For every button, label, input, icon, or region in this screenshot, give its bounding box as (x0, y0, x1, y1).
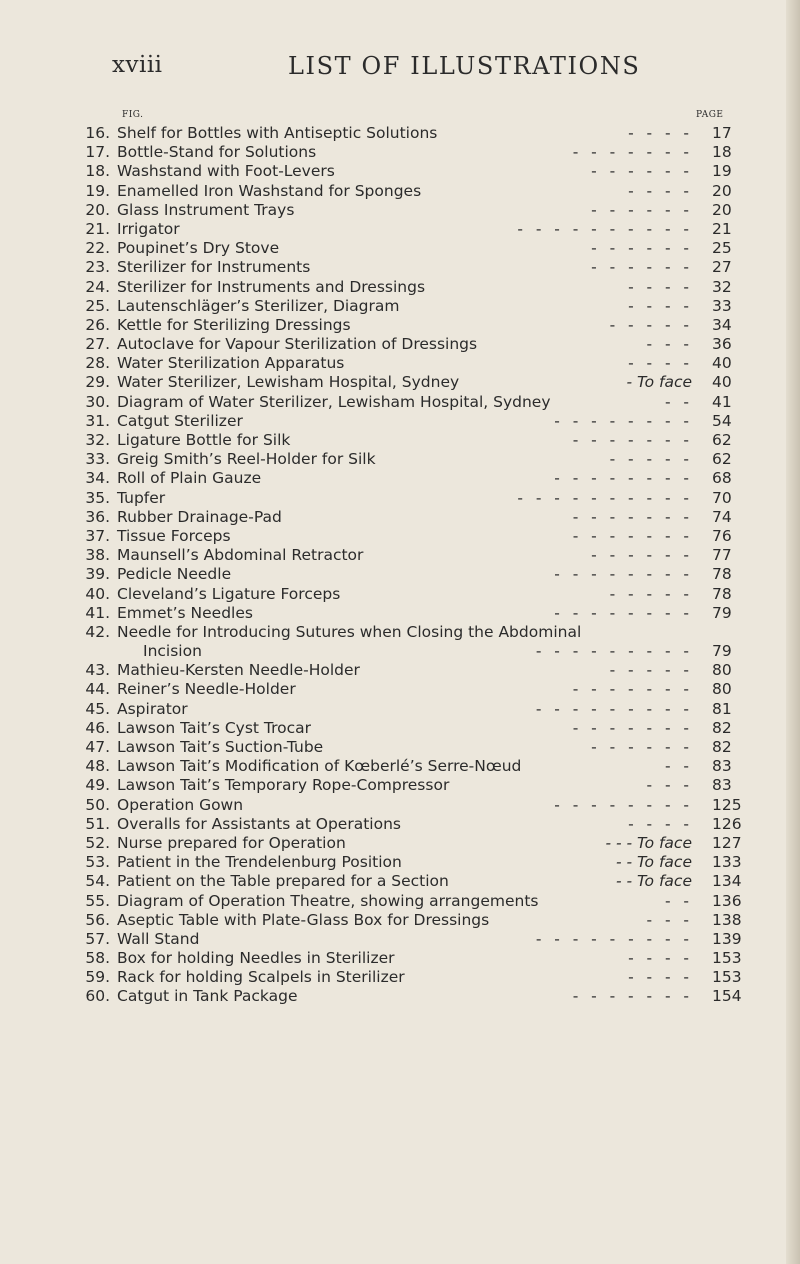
list-item (0, 623, 800, 642)
list-item (0, 335, 800, 354)
figure-title: Cleveland’s Ligature Forceps (117, 584, 341, 603)
figure-title: Greig Smith’s Reel-Holder for Silk (117, 450, 376, 469)
dot-leader: - - - - - - - - (554, 565, 690, 584)
page-ref: 82 (712, 738, 732, 756)
to-face-note: - - - To face (605, 833, 692, 852)
figure-title: Patient on the Table prepared for a Section (117, 872, 449, 891)
figure-number: 56. (85, 910, 110, 929)
to-face-note: - To face (626, 373, 692, 392)
figure-title: Diagram of Operation Theatre, showing arrangements (117, 891, 539, 910)
figure-number: 37. (85, 526, 110, 545)
list-item (0, 124, 800, 143)
dot-leader: - - - - - - (591, 200, 690, 219)
figure-number: 41. (85, 603, 110, 622)
list-item (0, 143, 800, 162)
page-ref: 20 (712, 200, 732, 219)
figure-number: 17. (85, 143, 110, 162)
page-ref: 80 (712, 661, 732, 680)
dot-leader: - - - - (628, 296, 690, 315)
figure-number: 27. (85, 335, 110, 354)
figure-number: 47. (85, 738, 110, 756)
figure-title: Aseptic Table with Plate-Glass Box for Dressings (117, 910, 490, 929)
page-edge (786, 0, 800, 1264)
page-ref: 79 (712, 603, 732, 622)
page-ref: 83 (712, 776, 732, 795)
dot-leader: - - - - - - - - - - (517, 219, 690, 238)
to-face-note: - - To face (615, 853, 692, 872)
figure-number: 52. (85, 833, 110, 852)
figure-number: 54. (85, 872, 110, 891)
figure-number: 45. (85, 699, 110, 718)
list-item (0, 182, 800, 201)
dot-leader: - - - (646, 910, 690, 929)
page-ref: 82 (712, 718, 732, 737)
figure-title: Bottle-Stand for Solutions (117, 143, 317, 162)
list-item (0, 661, 800, 680)
dot-leader: - - - - (628, 968, 690, 987)
list-item (0, 757, 800, 776)
dot-leader: - - - - - - (591, 239, 690, 258)
page-ref: 138 (712, 910, 742, 929)
figure-title: Incision (143, 642, 202, 661)
dot-leader: - - - - - - - - (554, 795, 690, 814)
figure-number: 32. (85, 431, 110, 449)
figure-title: Operation Gown (117, 795, 244, 814)
figure-title: Lawson Tait’s Suction-Tube (117, 738, 324, 756)
dot-leader: - - (664, 392, 690, 411)
figure-title: Sterilizer for Instruments and Dressings (117, 277, 426, 296)
figure-number: 40. (85, 584, 110, 603)
list-item (0, 987, 800, 1006)
figure-number: 42. (85, 622, 110, 641)
figure-number: 39. (85, 565, 110, 584)
figure-title: Enamelled Iron Washstand for Sponges (117, 181, 422, 200)
figure-number: 26. (85, 315, 110, 334)
page-ref: 70 (712, 488, 732, 507)
figure-title: Catgut Sterilizer (117, 411, 243, 430)
page-ref: 74 (712, 507, 732, 526)
dot-leader: - - - - - (609, 315, 690, 334)
dot-leader: - - - - - - (591, 546, 690, 565)
figure-number: 57. (85, 929, 110, 948)
illustrations-list (0, 124, 800, 1007)
list-item (0, 354, 800, 373)
list-item (0, 508, 800, 527)
dot-leader: - - - - - - - (572, 526, 690, 545)
page-ref: 33 (712, 296, 732, 315)
figure-number: 59. (85, 968, 110, 987)
page-ref: 25 (712, 239, 732, 258)
page-ref: 76 (712, 526, 732, 545)
figure-number: 58. (85, 949, 110, 968)
figure-title: Aspirator (117, 699, 188, 718)
list-item (0, 316, 800, 335)
list-item (0, 393, 800, 412)
page-ref: 62 (712, 450, 732, 469)
page-ref: 133 (712, 853, 742, 872)
list-item (0, 278, 800, 297)
page-ref: 32 (712, 277, 732, 296)
page-ref: 126 (712, 814, 742, 833)
figure-title: Shelf for Bottles with Antiseptic Solutions (117, 124, 438, 142)
dot-leader: - - (664, 757, 690, 776)
dot-leader: - - - - - - - - - (535, 929, 690, 948)
list-item (0, 373, 800, 392)
figure-number: 24. (85, 277, 110, 296)
page-ref: 18 (712, 143, 732, 162)
figure-number: 44. (85, 680, 110, 699)
page-ref: 17 (712, 124, 732, 142)
list-item (0, 258, 800, 277)
dot-leader: - - - - - - - (572, 143, 690, 162)
list-item (0, 968, 800, 987)
figure-title: Maunsell’s Abdominal Retractor (117, 546, 364, 565)
page-ref: 134 (712, 872, 742, 891)
figure-number: 53. (85, 853, 110, 872)
list-item (0, 738, 800, 757)
figure-number: 21. (85, 219, 110, 238)
figure-title: Patient in the Trendelenburg Position (117, 853, 402, 872)
figure-title: Water Sterilizer, Lewisham Hospital, Sydney (117, 373, 460, 392)
column-headings (0, 110, 800, 124)
list-item (0, 201, 800, 220)
page-ref: 127 (712, 833, 742, 852)
list-item (0, 700, 800, 719)
figure-title: Washstand with Foot-Levers (117, 162, 335, 181)
page-ref: 21 (712, 219, 732, 238)
list-item (0, 604, 800, 623)
figure-title: Overalls for Assistants at Operations (117, 814, 401, 833)
list-item (0, 911, 800, 930)
figure-title: Lawson Tait’s Modification of Kœberlé’s Serre-Nœud (117, 757, 522, 776)
dot-leader: - - - - - - (591, 738, 690, 756)
dot-leader: - - - - - (609, 450, 690, 469)
list-item (0, 834, 800, 853)
list-item (0, 239, 800, 258)
figure-number: 60. (85, 987, 110, 1006)
figure-number: 51. (85, 814, 110, 833)
dot-leader: - - - - - - - - - (535, 699, 690, 718)
list-item (0, 853, 800, 872)
figure-title: Ligature Bottle for Silk (117, 431, 291, 449)
page-ref: 27 (712, 258, 732, 277)
running-header (0, 52, 800, 92)
figure-title: Tupfer (117, 488, 166, 507)
figure-number: 20. (85, 200, 110, 219)
list-item (0, 469, 800, 488)
dot-leader: - - - (646, 335, 690, 354)
dot-leader: - - - - - - (591, 258, 690, 277)
page-ref: 20 (712, 181, 732, 200)
page-ref: 153 (712, 949, 742, 968)
list-item (0, 489, 800, 508)
page-ref: 62 (712, 431, 732, 449)
list-item (0, 719, 800, 738)
list-item (0, 949, 800, 968)
figure-number: 30. (85, 392, 110, 411)
fig-column-heading: FIG. (122, 110, 144, 120)
figure-title: Kettle for Sterilizing Dressings (117, 315, 351, 334)
figure-number: 48. (85, 757, 110, 776)
to-face-note: - - To face (615, 872, 692, 891)
figure-number: 33. (85, 450, 110, 469)
figure-number: 29. (85, 373, 110, 392)
list-item (0, 892, 800, 911)
list-item (0, 815, 800, 834)
figure-title: Poupinet’s Dry Stove (117, 239, 280, 258)
figure-title: Diagram of Water Sterilizer, Lewisham Hospital, Sydney (117, 392, 551, 411)
figure-number: 46. (85, 718, 110, 737)
figure-number: 28. (85, 354, 110, 373)
figure-title: Needle for Introducing Sutures when Closing the Abdominal (117, 622, 582, 641)
figure-title: Irrigator (117, 219, 180, 238)
page-ref: 78 (712, 565, 732, 584)
page-ref: 154 (712, 987, 742, 1006)
figure-title: Water Sterilization Apparatus (117, 354, 345, 373)
page-ref: 79 (712, 642, 732, 661)
figure-number: 36. (85, 507, 110, 526)
list-item (0, 431, 800, 450)
dot-leader: - - - - (628, 181, 690, 200)
dot-leader: - - - - - - - - (554, 469, 690, 488)
figure-title: Wall Stand (117, 929, 200, 948)
page-ref: 139 (712, 929, 742, 948)
page-ref: 40 (712, 354, 732, 373)
figure-number: 35. (85, 488, 110, 507)
list-item (0, 450, 800, 469)
page-number: xviii (112, 52, 163, 78)
figure-number: 55. (85, 891, 110, 910)
figure-title: Sterilizer for Instruments (117, 258, 311, 277)
figure-number: 16. (85, 124, 110, 142)
page-ref: 83 (712, 757, 732, 776)
list-item (0, 585, 800, 604)
list-item (0, 680, 800, 699)
figure-title: Glass Instrument Trays (117, 200, 295, 219)
page-ref: 41 (712, 392, 732, 411)
figure-title: Lautenschläger’s Sterilizer, Diagram (117, 296, 400, 315)
page-column-heading: PAGE (696, 110, 724, 120)
list-item (0, 546, 800, 565)
figure-number: 31. (85, 411, 110, 430)
list-item (0, 220, 800, 239)
page-ref: 136 (712, 891, 742, 910)
dot-leader: - - - - - - (591, 162, 690, 181)
figure-title: Nurse prepared for Operation (117, 833, 346, 852)
dot-leader: - - - - - - - (572, 987, 690, 1006)
figure-title: Pedicle Needle (117, 565, 232, 584)
list-item (0, 412, 800, 431)
figure-title: Lawson Tait’s Temporary Rope-Compressor (117, 776, 450, 795)
dot-leader: - - - - - - - - (554, 603, 690, 622)
figure-title: Reiner’s Needle-Holder (117, 680, 296, 699)
dot-leader: - - - - - - - (572, 507, 690, 526)
page-ref: 34 (712, 315, 732, 334)
page-ref: 77 (712, 546, 732, 565)
figure-number: 25. (85, 296, 110, 315)
dot-leader: - - - - (628, 277, 690, 296)
list-item (0, 872, 800, 891)
figure-title: Lawson Tait’s Cyst Trocar (117, 718, 312, 737)
dot-leader: - - - - (628, 949, 690, 968)
dot-leader: - - - - - - - (572, 431, 690, 449)
dot-leader: - - - (646, 776, 690, 795)
list-item (0, 776, 800, 795)
page-title: LIST OF ILLUSTRATIONS (288, 52, 641, 80)
page-ref: 81 (712, 699, 732, 718)
dot-leader: - - - - - - - - - - (517, 488, 690, 507)
dot-leader: - - - - - - - - (554, 411, 690, 430)
figure-title: Rack for holding Scalpels in Sterilizer (117, 968, 405, 987)
dot-leader: - - - - (628, 814, 690, 833)
figure-title: Rubber Drainage-Pad (117, 507, 282, 526)
dot-leader: - - - - - - - (572, 718, 690, 737)
list-item (0, 796, 800, 815)
figure-title: Mathieu-Kersten Needle-Holder (117, 661, 360, 680)
dot-leader: - - - - - (609, 584, 690, 603)
figure-number: 19. (85, 181, 110, 200)
list-item (0, 565, 800, 584)
page-ref: 54 (712, 411, 732, 430)
figure-number: 22. (85, 239, 110, 258)
page-ref: 80 (712, 680, 732, 699)
figure-title: Roll of Plain Gauze (117, 469, 262, 488)
page-ref: 19 (712, 162, 732, 181)
dot-leader: - - (664, 891, 690, 910)
page-ref: 40 (712, 373, 732, 392)
figure-number: 49. (85, 776, 110, 795)
page-ref: 68 (712, 469, 732, 488)
dot-leader: - - - - (628, 354, 690, 373)
dot-leader: - - - - (628, 124, 690, 142)
page-ref: 153 (712, 968, 742, 987)
figure-title: Autoclave for Vapour Sterilization of Dressings (117, 335, 478, 354)
page-ref: 125 (712, 795, 742, 814)
figure-number: 18. (85, 162, 110, 181)
list-item (0, 527, 800, 546)
figure-title: Catgut in Tank Package (117, 987, 298, 1006)
dot-leader: - - - - - (609, 661, 690, 680)
list-item (0, 930, 800, 949)
figure-number: 38. (85, 546, 110, 565)
list-item (0, 642, 800, 661)
figure-title: Box for holding Needles in Sterilizer (117, 949, 395, 968)
figure-title: Tissue Forceps (117, 526, 231, 545)
figure-number: 34. (85, 469, 110, 488)
figure-number: 50. (85, 795, 110, 814)
figure-number: 43. (85, 661, 110, 680)
page-ref: 36 (712, 335, 732, 354)
page-ref: 78 (712, 584, 732, 603)
list-item (0, 162, 800, 181)
figure-title: Emmet’s Needles (117, 603, 253, 622)
dot-leader: - - - - - - - - - (535, 642, 690, 661)
figure-number: 23. (85, 258, 110, 277)
dot-leader: - - - - - - - (572, 680, 690, 699)
list-item (0, 297, 800, 316)
